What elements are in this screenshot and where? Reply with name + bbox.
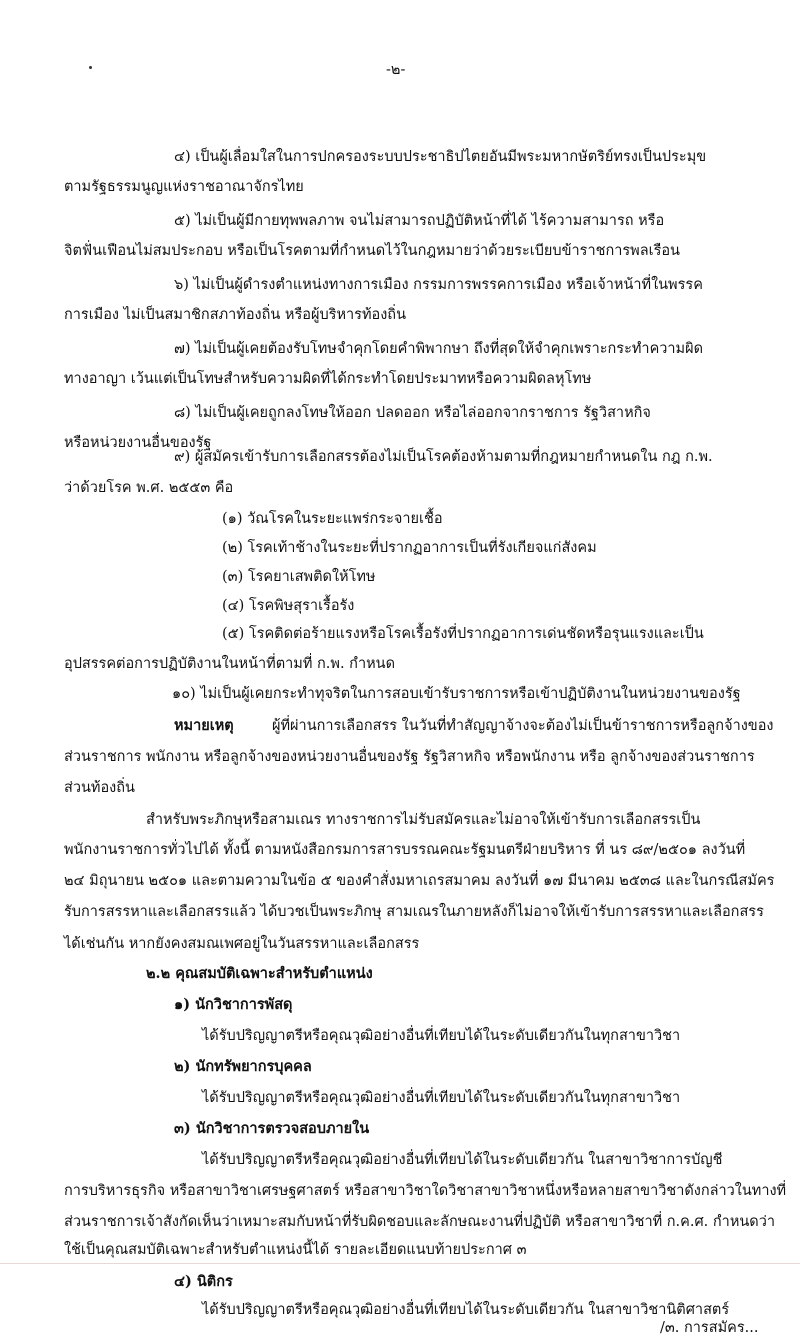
disease-4: (๔) โรคพิษสุราเรื้อรัง bbox=[222, 598, 355, 614]
note-line-3: ส่วนท้องถิ่น bbox=[64, 780, 135, 796]
monk-line-5: ได้เช่นกัน หากยังคงสมณเพศอยู่ในวันสรรหาและเลือกสรร bbox=[64, 936, 420, 952]
disease-2: (๒) โรคเท้าช้างในระยะที่ปรากฏอาการเป็นที่รังเกียจแก่สังคม bbox=[222, 540, 597, 556]
item-4-line-1: ๔) เป็นผู้เลื่อมใสในการปกครองระบบประชาธิปไตยอันมีพระมหากษัตริย์ทรงเป็นประมุข bbox=[174, 149, 707, 165]
item-9-line-2: ว่าด้วยโรค พ.ศ. ๒๕๕๓ คือ bbox=[64, 480, 234, 496]
position-4-qualification: ได้รับปริญญาตรีหรือคุณวุฒิอย่างอื่นที่เทียบได้ในระดับเดียวกัน ในสาขาวิชานิติศาสตร์ bbox=[202, 1302, 730, 1318]
position-2-qualification: ได้รับปริญญาตรีหรือคุณวุฒิอย่างอื่นที่เทียบได้ในระดับเดียวกันในทุกสาขาวิชา bbox=[202, 1090, 681, 1106]
item-10: ๑๐) ไม่เป็นผู้เคยกระทำทุจริตในการสอบเข้ารับราชการหรือเข้าปฏิบัติงานในหน่วยงานของรัฐ bbox=[172, 686, 741, 702]
note-line-1: ผู้ที่ผ่านการเลือกสรร ในวันที่ทำสัญญาจ้างจะต้องไม่เป็นข้าราชการหรือลูกจ้างของ bbox=[272, 718, 774, 734]
monk-line-4: รับการสรรหาและเลือกสรรแล้ว ได้บวชเป็นพระภิกษุ สามเณรในภายหลังก็ไม่อาจให้เข้ารับการสรรหาและเลือกสรร bbox=[64, 904, 764, 920]
continuation-marker: /๓. การสมัคร... bbox=[660, 1320, 759, 1336]
item-8-line-2: หรือหน่วยงานอื่นของรัฐ bbox=[64, 435, 212, 451]
section-2-2-heading: ๒.๒ คุณสมบัติเฉพาะสำหรับตำแหน่ง bbox=[146, 965, 373, 982]
disease-5-line-1: (๕) โรคติดต่อร้ายแรงหรือโรคเรื้อรังที่ปรากฏอาการเด่นชัดหรือรุนแรงและเป็น bbox=[222, 626, 704, 642]
item-6-line-1: ๖) ไม่เป็นผู้ดำรงตำแหน่งทางการเมือง กรรมการพรรคการเมือง หรือเจ้าหน้าที่ในพรรค bbox=[174, 277, 703, 293]
item-8-line-1: ๘) ไม่เป็นผู้เคยถูกลงโทษให้ออก ปลดออก หรือไล่ออกจากราชการ รัฐวิสาหกิจ bbox=[174, 405, 651, 421]
position-4-title: ๔) นิติกร bbox=[174, 1273, 233, 1290]
position-3-qualification-3: ส่วนราชการเจ้าสังกัดเห็นว่าเหมาะสมกับหน้าที่รับผิดชอบและลักษณะงานที่ปฏิบัติ หรือสาขาวิชาที่ ก.ค.ศ. กำหนดว่า bbox=[64, 1214, 775, 1230]
item-9-line-1: ๙) ผู้สมัครเข้ารับการเลือกสรรต้องไม่เป็นโรคต้องห้ามตามที่กฎหมายกำหนดใน กฎ ก.พ. bbox=[174, 449, 713, 465]
note-label: หมายเหตุ bbox=[174, 717, 234, 734]
item-7-line-2: ทางอาญา เว้นแต่เป็นโทษสำหรับความผิดที่ได้กระทำโดยประมาทหรือความผิดลหุโทษ bbox=[64, 371, 592, 387]
item-7-line-1: ๗) ไม่เป็นผู้เคยต้องรับโทษจำคุกโดยคำพิพากษา ถึงที่สุดให้จำคุกเพราะกระทำความผิด bbox=[174, 341, 704, 357]
position-3-title: ๓) นักวิชาการตรวจสอบภายใน bbox=[174, 1120, 370, 1137]
item-5-line-2: จิตฟั่นเฟือนไม่สมประกอบ หรือเป็นโรคตามที่กำหนดไว้ในกฎหมายว่าด้วยระเบียบข้าราชการพลเรือน bbox=[64, 243, 680, 259]
item-4-line-2: ตามรัฐธรรมนูญแห่งราชอาณาจักรไทย bbox=[64, 179, 304, 195]
stray-mark bbox=[89, 66, 92, 69]
monk-line-2: พนักงานราชการทั่วไปได้ ทั้งนี้ ตามหนังสือกรมการสารบรรณคณะรัฐมนตรีฝ่ายบริหาร ที่ นร ๘๙/๒๕๐๑ ลงวันที่ bbox=[64, 842, 746, 858]
item-6-line-2: การเมือง ไม่เป็นสมาชิกสภาท้องถิ่น หรือผู้บริหารท้องถิ่น bbox=[64, 307, 406, 323]
position-3-qualification-4: ใช้เป็นคุณสมบัติเฉพาะสำหรับตำแหน่งนี้ได้ รายละเอียดแนบท้ายประกาศ ๓ bbox=[64, 1242, 527, 1258]
disease-3: (๓) โรคยาเสพติดให้โทษ bbox=[222, 569, 376, 585]
position-1-title: ๑) นักวิชาการพัสดุ bbox=[174, 996, 293, 1013]
disease-5-line-2: อุปสรรคต่อการปฏิบัติงานในหน้าที่ตามที่ ก.พ. กำหนด bbox=[64, 656, 395, 672]
page-number: -๒- bbox=[386, 62, 406, 78]
monk-line-3: ๒๔ มิถุนายน ๒๕๐๑ และตามความในข้อ ๕ ของคำสั่งมหาเถรสมาคม ลงวันที่ ๑๗ มีนาคม ๒๕๓๘ และในกรณีสมัคร bbox=[64, 873, 775, 889]
monk-line-1: สำหรับพระภิกษุหรือสามเณร ทางราชการไม่รับสมัครและไม่อาจให้เข้ารับการเลือกสรรเป็น bbox=[146, 812, 701, 828]
disease-1: (๑) วัณโรคในระยะแพร่กระจายเชื้อ bbox=[222, 511, 443, 527]
position-1-qualification: ได้รับปริญญาตรีหรือคุณวุฒิอย่างอื่นที่เทียบได้ในระดับเดียวกันในทุกสาขาวิชา bbox=[202, 1028, 681, 1044]
item-5-line-1: ๕) ไม่เป็นผู้มีกายทุพพลภาพ จนไม่สามารถปฏิบัติหน้าที่ได้ ไร้ความสามารถ หรือ bbox=[174, 213, 665, 229]
position-3-qualification-1: ได้รับปริญญาตรีหรือคุณวุฒิอย่างอื่นที่เทียบได้ในระดับเดียวกัน ในสาขาวิชาการบัญชี bbox=[202, 1152, 723, 1168]
position-2-title: ๒) นักทรัพยากรบุคคล bbox=[174, 1058, 312, 1075]
note-line-2: ส่วนราชการ พนักงาน หรือลูกจ้างของหน่วยงานอื่นของรัฐ รัฐวิสาหกิจ หรือพนักงาน หรือ ลูกจ้างของส่วนราชการ bbox=[64, 749, 755, 765]
position-3-qualification-2: การบริหารธุรกิจ หรือสาขาวิชาเศรษฐศาสตร์ หรือสาขาวิชาใดวิชาสาขาวิชาหนึ่งหรือหลายสาขาวิชาดังกล่าวในทางที่ bbox=[64, 1183, 787, 1199]
scan-line bbox=[0, 1263, 800, 1264]
